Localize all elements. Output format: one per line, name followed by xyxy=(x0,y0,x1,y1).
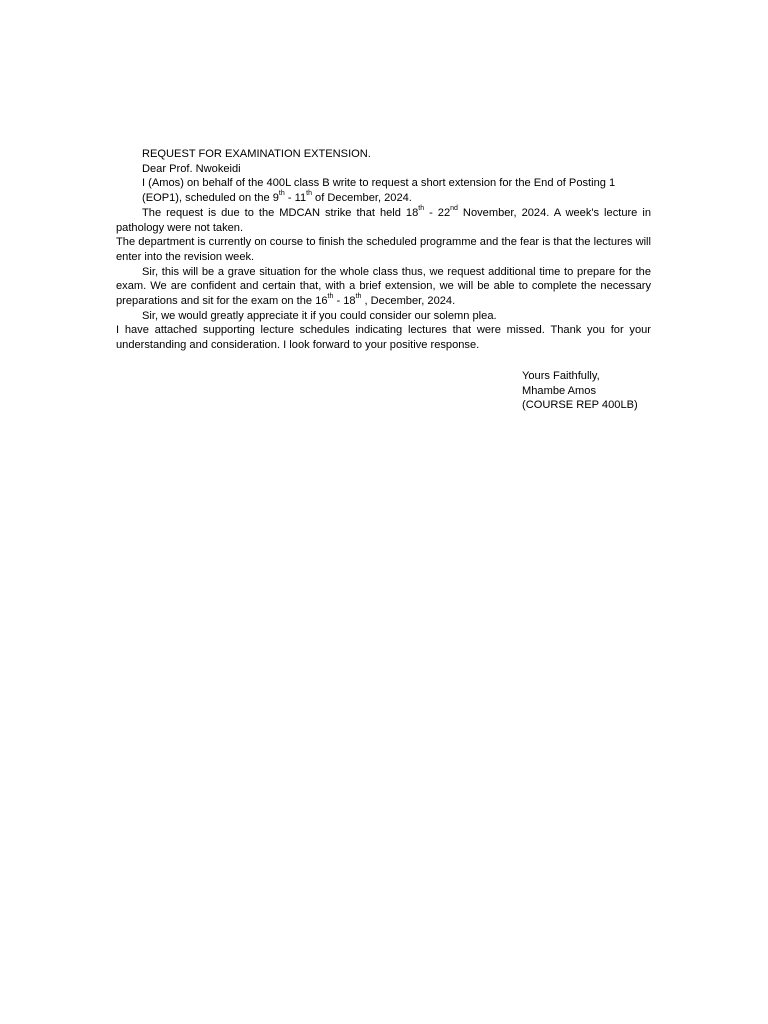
paragraph-situation-text-c: , December, 2024. xyxy=(361,295,456,308)
paragraph-situation-text-a: Sir, this will be a grave situation for the whole class thus, we request additional time to prepare for the exam. We are confident and certain that, with a brief extension, we will be able to complete the necessary preparations and sit for the exam on the 16 xyxy=(116,265,651,308)
paragraph-situation xyxy=(116,265,651,309)
signature-name: Mhambe Amos xyxy=(522,384,596,397)
superscript-th: th xyxy=(278,190,285,198)
superscript-th: th xyxy=(327,293,334,301)
paragraph-request-text-b: - 11 xyxy=(284,192,307,205)
paragraph-reason xyxy=(116,206,651,235)
paragraph-request xyxy=(116,176,651,205)
paragraph-reason-text-a: The request is due to the MDCAN strike that held 18 xyxy=(142,206,419,219)
letter-salutation: Dear Prof. Nwokeidi xyxy=(142,162,241,175)
paragraph-request-text-a: I (Amos) on behalf of the 400L class B write to request a short extension for the End of Posting 1 (EOP1), scheduled on the 9 xyxy=(142,177,616,205)
letter-subject: REQUEST FOR EXAMINATION EXTENSION. xyxy=(142,148,371,160)
letter-body xyxy=(116,147,651,353)
paragraph-reason-text-b: - 22 xyxy=(424,206,451,219)
paragraph-request-text-c: of December, 2024. xyxy=(311,192,412,205)
paragraph-department: The department is currently on course to finish the scheduled programme and the fear is that the lectures will enter into the revision week. xyxy=(116,236,651,263)
superscript-th: th xyxy=(418,205,425,213)
signature-closing: Yours Faithfully, xyxy=(522,370,600,382)
signature-block xyxy=(522,369,722,413)
superscript-nd: nd xyxy=(450,205,458,213)
superscript-th: th xyxy=(306,190,312,198)
signature-title: (COURSE REP 400LB) xyxy=(522,399,638,412)
superscript-th: th xyxy=(355,293,362,301)
paragraph-attachments: I have attached supporting lecture schedules indicating lectures that were missed. Thank you for your understanding and consideration. I look forward to your positive response. xyxy=(116,324,651,352)
paragraph-situation-text-b: - 18 xyxy=(333,295,356,308)
paragraph-plea: Sir, we would greatly appreciate it if you could consider our solemn plea. xyxy=(142,309,497,322)
paragraph-reason-text-c: November, 2024. A week's lecture in pathology were not taken. xyxy=(116,206,651,234)
